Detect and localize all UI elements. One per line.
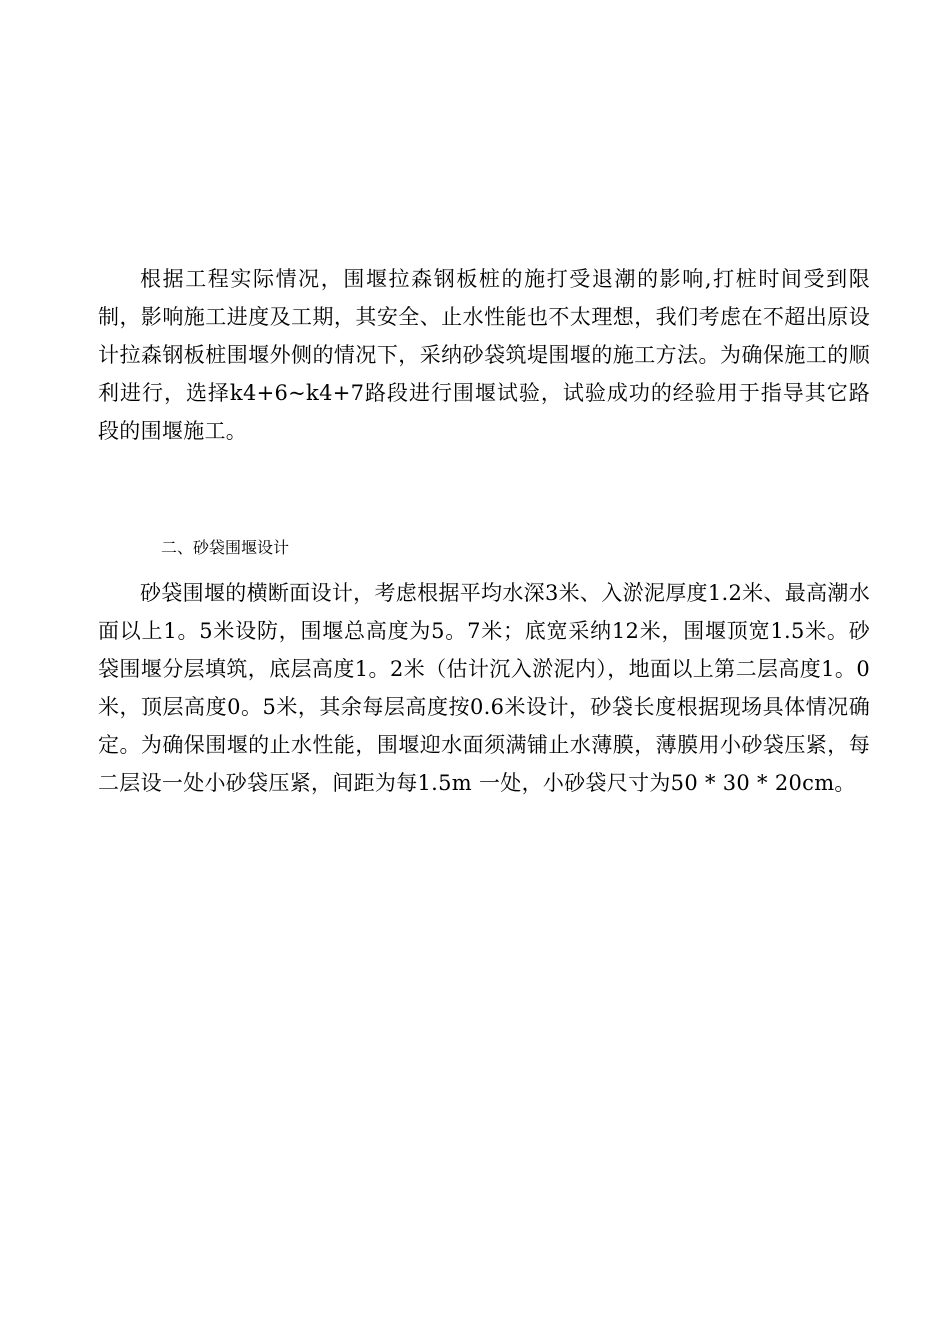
body-paragraph-intro: 根据工程实际情况，围堰拉森钢板桩的施打受退潮的影响,打桩时间受到限制，影响施工进度及工期，其安全、止水性能也不太理想，我们考虑在不超出原设计拉森钢板桩围堰外侧的情况下，采纳砂袋筑堤围堰的施工方法。为确保施工的顺利进行，选择k4+6~k4+7路段进行围堰试验，试验成功的经验用于指导其它路段的围堰施工。: [98, 267, 870, 443]
body-paragraph-sandbag-design: 砂袋围堰的横断面设计，考虑根据平均水深3米、入淤泥厚度1.2米、最高潮水面以上1。5米设防，围堰总高度为5。7米；底宽采纳12米，围堰顶宽1.5米。砂袋围堰分层填筑，底层高度1。2米（估计沉入淤泥内），地面以上第二层高度1。0米，顶层高度0。5米，其余每层高度按0.6米设计，砂袋长度根据现场具体情况确定。为确保围堰的止水性能，围堰迎水面须满铺止水薄膜，薄膜用小砂袋压紧，每二层设一处小砂袋压紧，间距为每1.5m 一处，小砂袋尺寸为50 * 30 * 20cm。: [98, 581, 870, 795]
section-heading-sandbag-design: 二、砂袋围堰设计: [161, 538, 290, 557]
